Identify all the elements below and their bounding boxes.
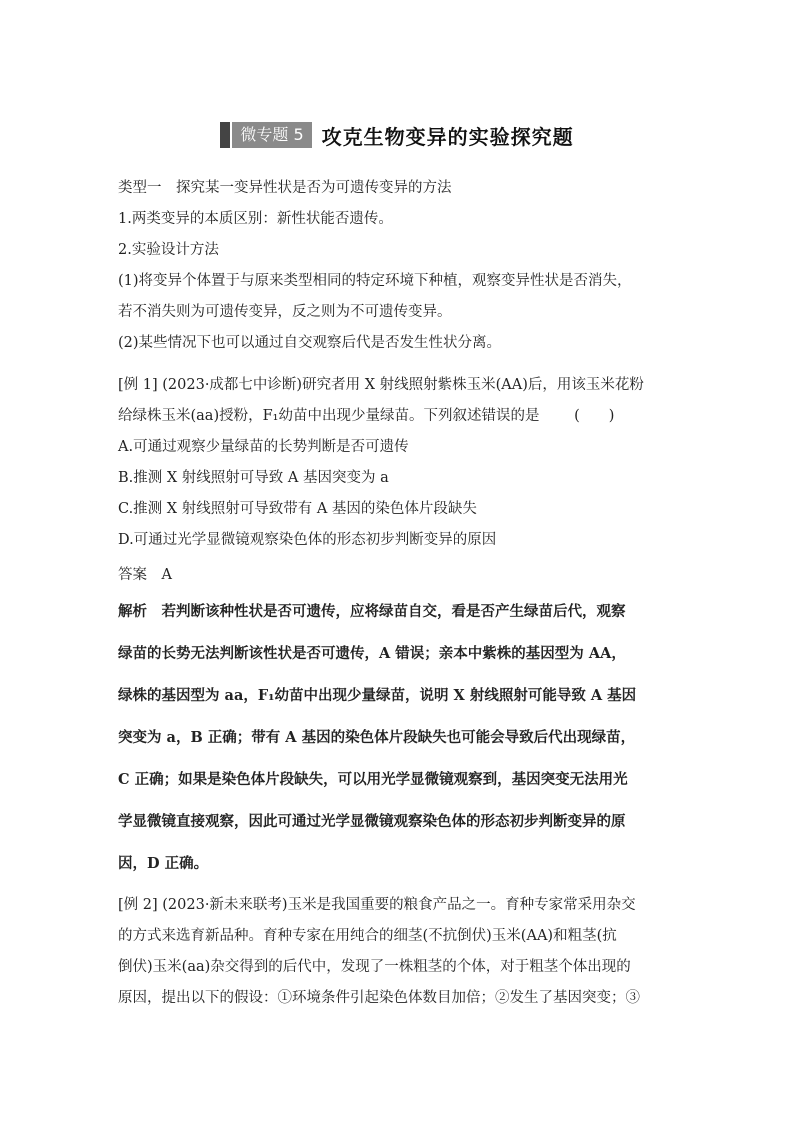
option-d: D.可通过光学显微镜观察染色体的形态初步判断变异的原因	[118, 532, 497, 548]
analysis-line: 绿苗的长势无法判断该性状是否可遗传，A 错误；亲本中紫株的基因型为 AA，	[118, 645, 626, 662]
example-1-line-2	[118, 406, 614, 426]
answer: 答案 A	[118, 567, 172, 583]
analysis-line: C 正确；如果是染色体片段缺失，可以用光学显微镜观察到，基因突变无法用光	[118, 771, 628, 788]
method-1-line-1: (1)将变异个体置于与原来类型相同的特定环境下种植，观察变异性状是否消失，	[118, 273, 632, 289]
tag-label: 微专题 5	[232, 122, 311, 148]
title-row	[0, 118, 794, 152]
topic-tag	[220, 122, 311, 148]
option-a: A.可通过观察少量绿苗的长势判断是否可遗传	[118, 439, 409, 455]
answer-blank: ( )	[574, 408, 615, 424]
analysis-line: 解析 若判断该种性状是否可遗传，应将绿苗自交，看是否产生绿苗后代，观察	[118, 603, 626, 620]
analysis-line: 突变为 a，B 正确；带有 A 基因的染色体片段缺失也可能会导致后代出现绿苗，	[118, 729, 636, 746]
type-heading: 类型一 探究某一变异性状是否为可遗传变异的方法	[118, 180, 452, 196]
analysis-line: 因，D 正确。	[118, 855, 209, 872]
method-2: (2)某些情况下也可以通过自交观察后代是否发生性状分离。	[118, 335, 502, 351]
example-1-line-1: [例 1] (2023·成都七中诊断)研究者用 X 射线照射紫株玉米(AA)后，用该玉米花粉	[118, 377, 644, 393]
point-1: 1.两类变异的本质区别：新性状能否遗传。	[118, 211, 393, 227]
example-1-stem: 给绿株玉米(aa)授粉，F₁幼苗中出现少量绿苗。下列叙述错误的是	[118, 408, 540, 424]
tag-bar	[220, 122, 230, 148]
analysis-line: 学显微镜直接观察，因此可通过光学显微镜观察染色体的形态初步判断变异的原	[118, 813, 626, 830]
analysis-line: 绿株的基因型为 aa，F₁幼苗中出现少量绿苗，说明 X 射线照射可能导致 A 基因	[118, 687, 637, 704]
example-2-line-1: [例 2] (2023·新未来联考)玉米是我国重要的粮食产品之一。育种专家常采用杂交	[118, 897, 636, 913]
point-2: 2.实验设计方法	[118, 242, 219, 258]
example-2-line-4: 原因，提出以下的假设：①环境条件引起染色体数目加倍；②发生了基因突变；③	[118, 990, 640, 1006]
method-1-line-2: 若不消失则为可遗传变异，反之则为不可遗传变异。	[118, 304, 452, 320]
option-b: B.推测 X 射线照射可导致 A 基因突变为 a	[118, 470, 389, 486]
example-2-line-3: 倒伏)玉米(aa)杂交得到的后代中，发现了一株粗茎的个体，对于粗茎个体出现的	[118, 959, 631, 975]
option-c: C.推测 X 射线照射可导致带有 A 基因的染色体片段缺失	[118, 501, 477, 517]
example-2-line-2: 的方式来选育新品种。育种专家在用纯合的细茎(不抗倒伏)玉米(AA)和粗茎(抗	[118, 928, 617, 944]
page-title: 攻克生物变异的实验探究题	[321, 124, 574, 149]
